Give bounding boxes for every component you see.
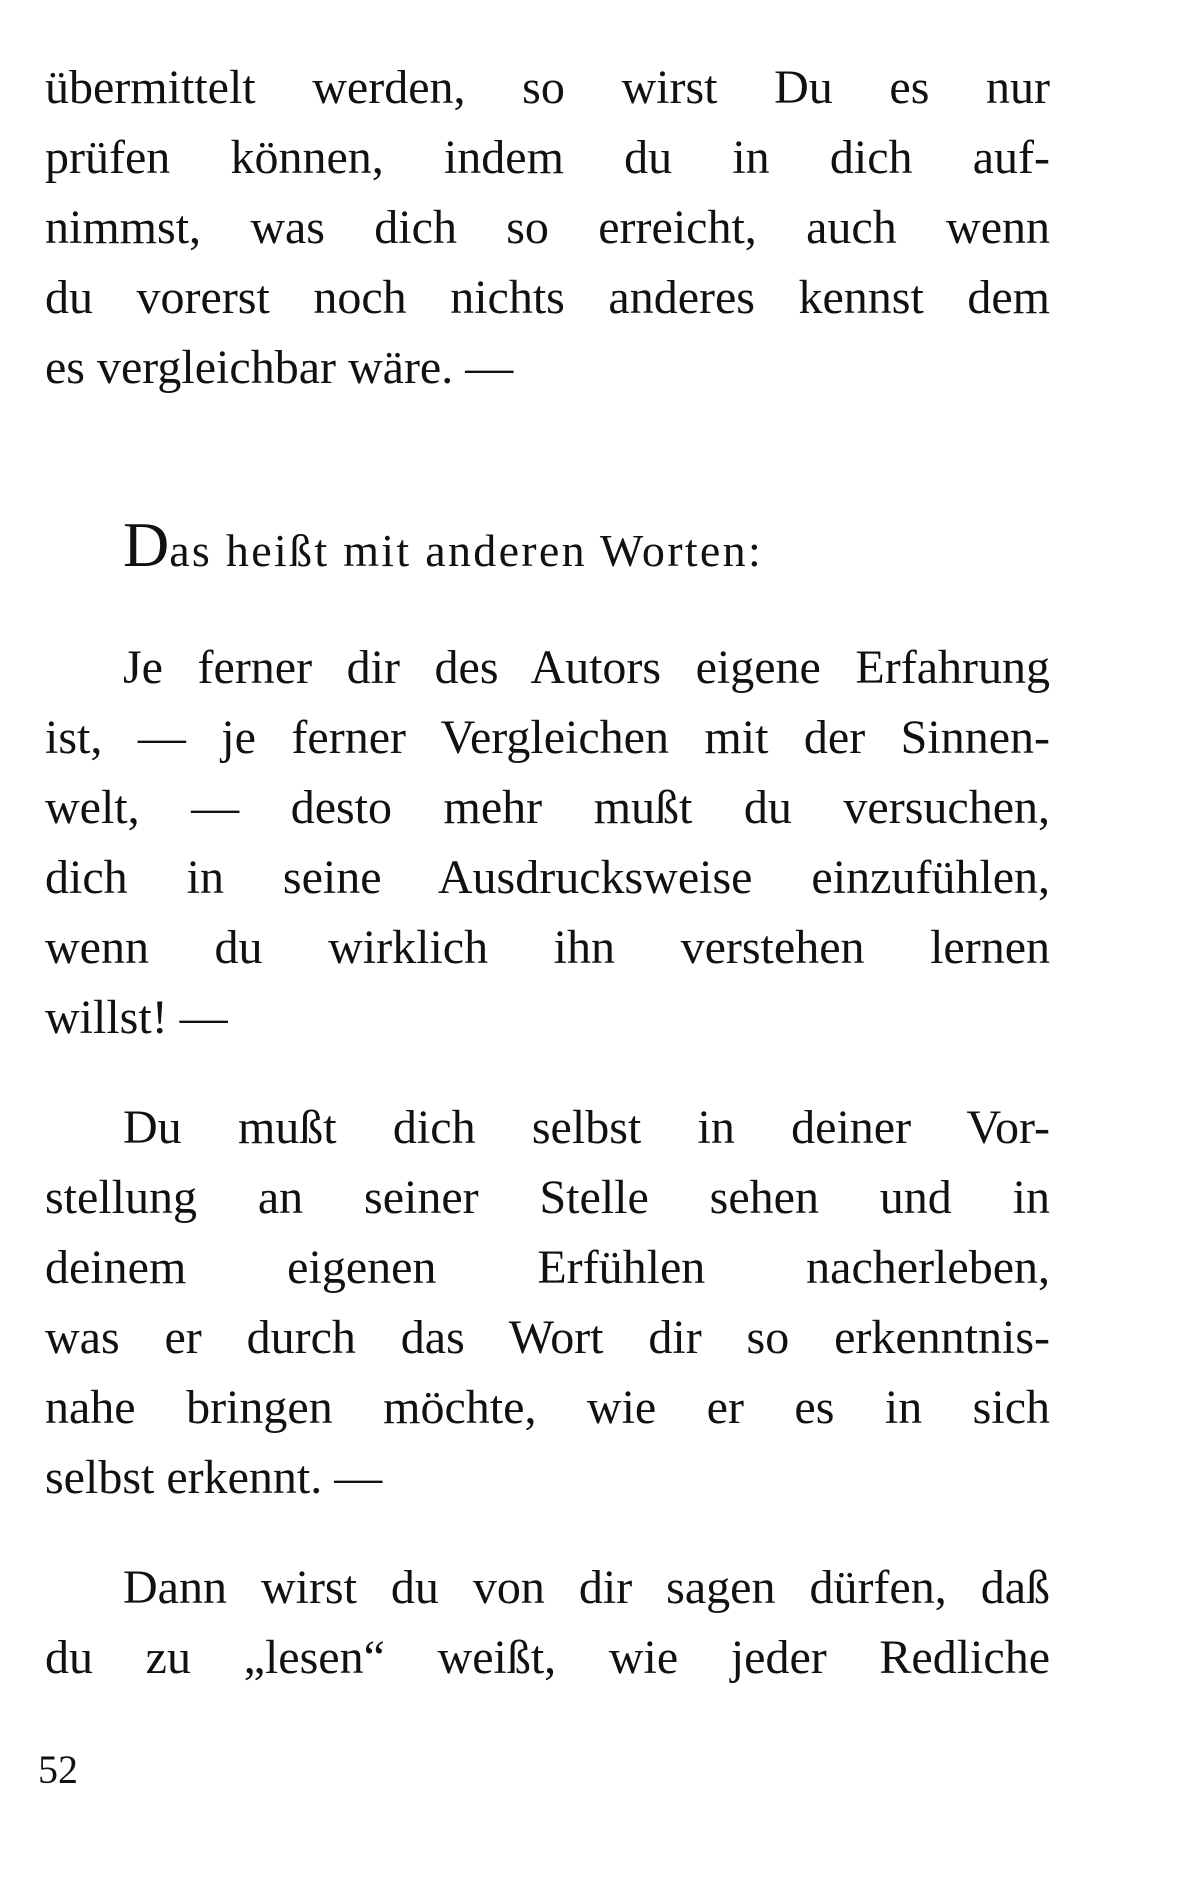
text-line: Du mußt dich selbst in deiner Vor-	[123, 1101, 1050, 1154]
text-line: nimmst, was dich so erreicht, auch wenn	[45, 201, 1050, 254]
text-line: prüfen können, indem du in dich auf-	[45, 131, 1050, 184]
text-line: du zu „lesen“ weißt, wie jeder Redliche	[45, 1631, 1050, 1684]
text-line: wenn du wirklich ihn verstehen lernen	[45, 921, 1050, 974]
text-line: du vorerst noch nichts anderes kennst dem	[45, 271, 1050, 324]
text-line: was er durch das Wort dir so erkenntnis-	[45, 1311, 1050, 1364]
text-line: selbst erkennt. —	[45, 1451, 383, 1504]
text-line: dich in seine Ausdrucksweise einzufühlen,	[45, 851, 1050, 904]
text-line: Dann wirst du von dir sagen dürfen, daß	[123, 1561, 1050, 1614]
text-line: nahe bringen möchte, wie er es in sich	[45, 1381, 1050, 1434]
heading-initial: D	[123, 509, 170, 580]
text-line: welt, — desto mehr mußt du versuchen,	[45, 781, 1050, 834]
text-line: willst! —	[45, 991, 228, 1044]
text-line: es vergleichbar wäre. —	[45, 341, 514, 394]
text-line: Je ferner dir des Autors eigene Erfahrung	[123, 641, 1050, 694]
section-heading	[123, 510, 763, 586]
page-number: 52	[38, 1747, 78, 1792]
text-line: ist, — je ferner Vergleichen mit der Sinnen-	[45, 711, 1050, 764]
heading-text: as heißt mit anderen Worten:	[169, 525, 764, 576]
text-line: deinem eigenen Erfühlen nacherleben,	[45, 1241, 1050, 1294]
text-line: übermittelt werden, so wirst Du es nur	[45, 61, 1050, 114]
text-line: stellung an seiner Stelle sehen und in	[45, 1171, 1050, 1224]
